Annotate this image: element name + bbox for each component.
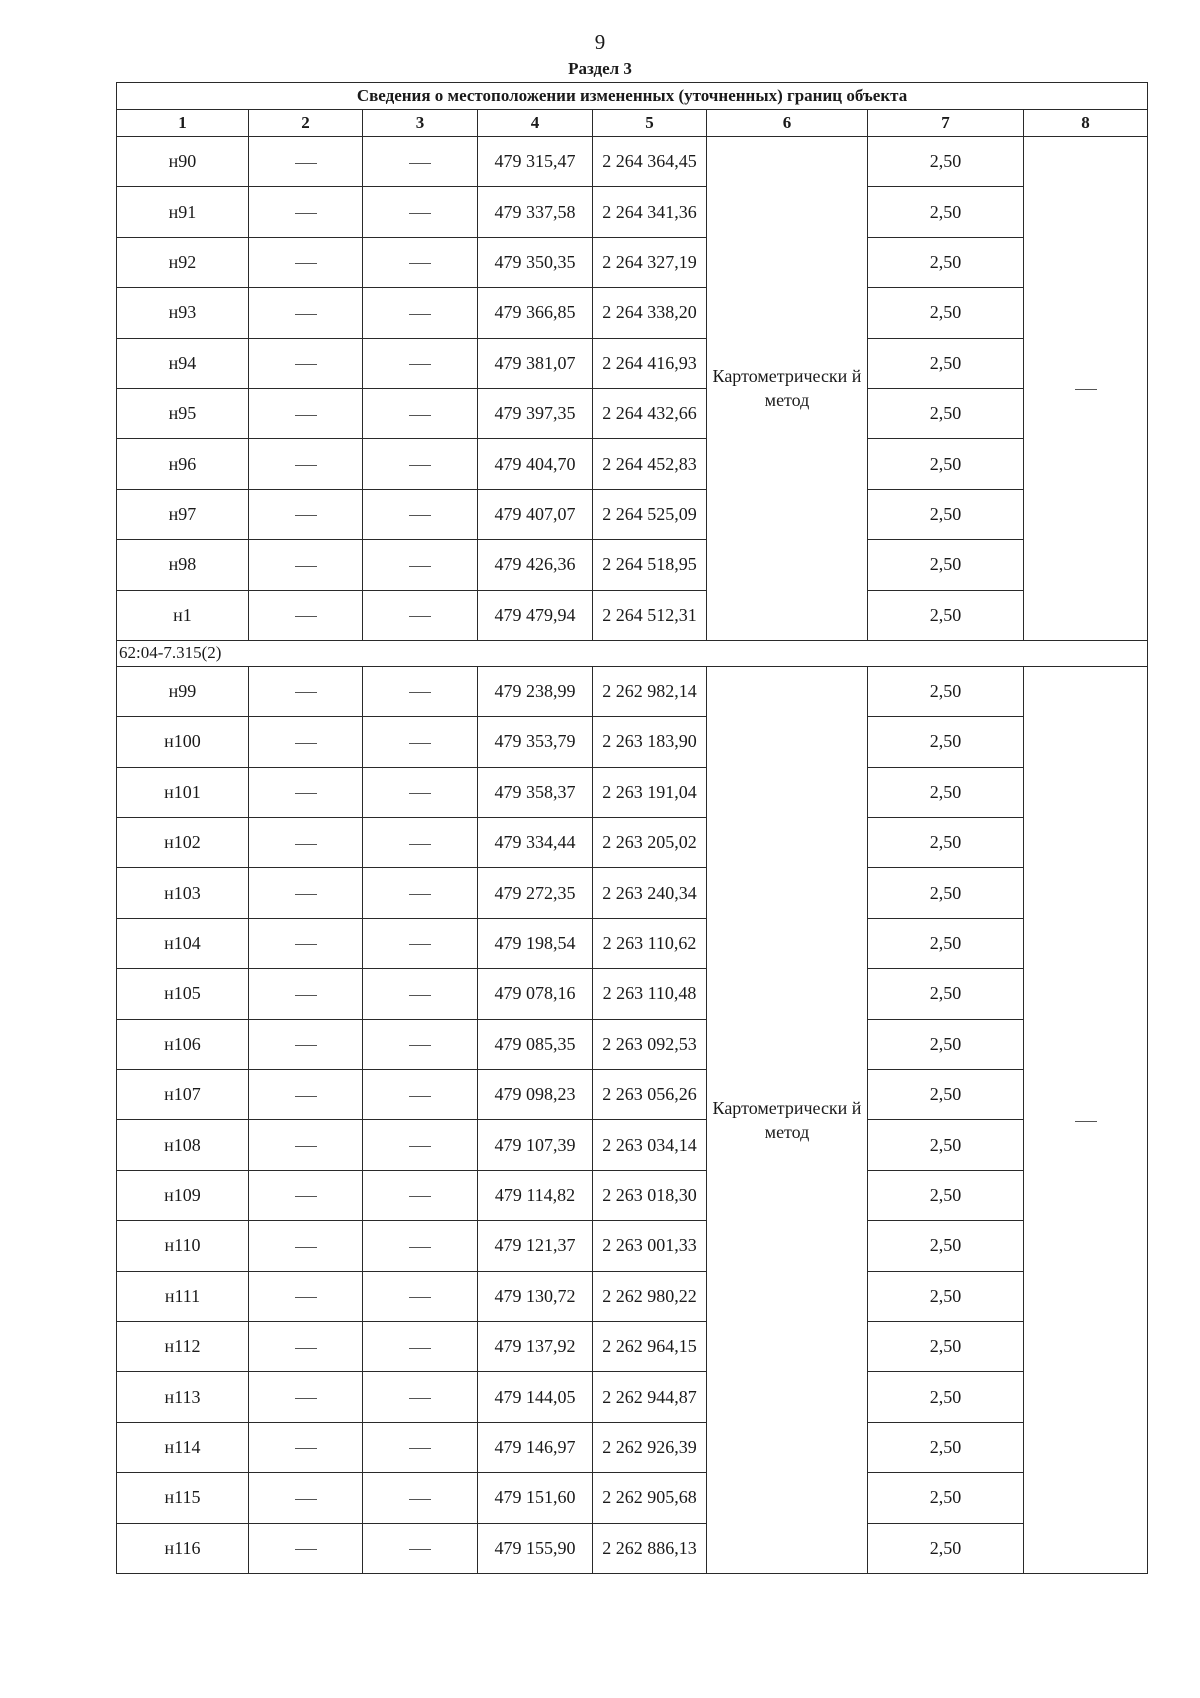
point-name-cell: н94 bbox=[117, 338, 249, 388]
accuracy-cell: 2,50 bbox=[868, 439, 1024, 489]
dash-mark bbox=[295, 1499, 317, 1500]
table-row bbox=[117, 868, 1148, 918]
empty-value-cell bbox=[1024, 666, 1148, 1573]
accuracy-cell: 2,50 bbox=[868, 818, 1024, 868]
x-coordinate-cell: 479 337,58 bbox=[478, 187, 593, 237]
point-name-cell: н95 bbox=[117, 388, 249, 438]
point-name-cell: н91 bbox=[117, 187, 249, 237]
dash-mark bbox=[295, 793, 317, 794]
empty-value-cell bbox=[363, 388, 478, 438]
empty-value-cell bbox=[249, 137, 363, 187]
dash-mark bbox=[295, 692, 317, 693]
accuracy-cell: 2,50 bbox=[868, 969, 1024, 1019]
y-coordinate-cell: 2 264 512,31 bbox=[593, 590, 707, 640]
x-coordinate-cell: 479 479,94 bbox=[478, 590, 593, 640]
y-coordinate-cell: 2 264 432,66 bbox=[593, 388, 707, 438]
accuracy-cell: 2,50 bbox=[868, 1321, 1024, 1371]
dash-mark bbox=[295, 314, 317, 315]
dash-mark bbox=[409, 793, 431, 794]
dash-mark bbox=[409, 894, 431, 895]
dash-mark bbox=[295, 616, 317, 617]
empty-value-cell bbox=[363, 868, 478, 918]
empty-value-cell bbox=[249, 1523, 363, 1573]
accuracy-cell: 2,50 bbox=[868, 1221, 1024, 1271]
dash-mark bbox=[409, 1146, 431, 1147]
empty-value-cell bbox=[249, 187, 363, 237]
empty-value-cell bbox=[363, 1372, 478, 1422]
column-number: 4 bbox=[478, 110, 593, 137]
column-number: 8 bbox=[1024, 110, 1148, 137]
dash-mark bbox=[409, 415, 431, 416]
table-row bbox=[117, 1271, 1148, 1321]
empty-value-cell bbox=[363, 918, 478, 968]
dash-mark bbox=[409, 1247, 431, 1248]
y-coordinate-cell: 2 264 452,83 bbox=[593, 439, 707, 489]
empty-value-cell bbox=[249, 918, 363, 968]
x-coordinate-cell: 479 121,37 bbox=[478, 1221, 593, 1271]
dash-mark bbox=[295, 1247, 317, 1248]
empty-value-cell bbox=[249, 1271, 363, 1321]
empty-value-cell bbox=[363, 590, 478, 640]
page-number: 9 bbox=[594, 30, 606, 54]
empty-value-cell bbox=[249, 818, 363, 868]
table-row bbox=[117, 388, 1148, 438]
table-row bbox=[117, 338, 1148, 388]
empty-value-cell bbox=[363, 1120, 478, 1170]
empty-value-cell bbox=[249, 969, 363, 1019]
accuracy-cell: 2,50 bbox=[868, 1170, 1024, 1220]
x-coordinate-cell: 479 272,35 bbox=[478, 868, 593, 918]
point-name-cell: н1 bbox=[117, 590, 249, 640]
dash-mark bbox=[409, 163, 431, 164]
dash-mark bbox=[295, 1096, 317, 1097]
table-row bbox=[117, 1372, 1148, 1422]
empty-value-cell bbox=[363, 439, 478, 489]
accuracy-cell: 2,50 bbox=[868, 489, 1024, 539]
dash-mark bbox=[1075, 389, 1097, 390]
dash-mark bbox=[409, 364, 431, 365]
table-caption: Сведения о местоположении измененных (уточненных) границ объекта bbox=[117, 83, 1148, 110]
empty-value-cell bbox=[249, 717, 363, 767]
point-name-cell: н99 bbox=[117, 666, 249, 716]
x-coordinate-cell: 479 078,16 bbox=[478, 969, 593, 1019]
empty-value-cell bbox=[249, 540, 363, 590]
dash-mark bbox=[409, 692, 431, 693]
x-coordinate-cell: 479 107,39 bbox=[478, 1120, 593, 1170]
table-row bbox=[117, 590, 1148, 640]
accuracy-cell: 2,50 bbox=[868, 666, 1024, 716]
empty-value-cell bbox=[249, 237, 363, 287]
dash-mark bbox=[409, 995, 431, 996]
point-name-cell: н98 bbox=[117, 540, 249, 590]
point-name-cell: н109 bbox=[117, 1170, 249, 1220]
dash-mark bbox=[295, 1297, 317, 1298]
point-name-cell: н93 bbox=[117, 288, 249, 338]
x-coordinate-cell: 479 238,99 bbox=[478, 666, 593, 716]
x-coordinate-cell: 479 155,90 bbox=[478, 1523, 593, 1573]
empty-value-cell bbox=[363, 1271, 478, 1321]
method-cell: Картометрически й метод bbox=[707, 666, 868, 1573]
empty-value-cell bbox=[363, 818, 478, 868]
empty-value-cell bbox=[249, 288, 363, 338]
dash-mark bbox=[295, 163, 317, 164]
x-coordinate-cell: 479 144,05 bbox=[478, 1372, 593, 1422]
y-coordinate-cell: 2 263 110,62 bbox=[593, 918, 707, 968]
table-row bbox=[117, 1321, 1148, 1371]
accuracy-cell: 2,50 bbox=[868, 388, 1024, 438]
empty-value-cell bbox=[363, 1473, 478, 1523]
y-coordinate-cell: 2 264 518,95 bbox=[593, 540, 707, 590]
dash-mark bbox=[409, 566, 431, 567]
column-number: 6 bbox=[707, 110, 868, 137]
table-row bbox=[117, 918, 1148, 968]
x-coordinate-cell: 479 407,07 bbox=[478, 489, 593, 539]
y-coordinate-cell: 2 263 092,53 bbox=[593, 1019, 707, 1069]
empty-value-cell bbox=[249, 338, 363, 388]
point-name-cell: н104 bbox=[117, 918, 249, 968]
empty-value-cell bbox=[363, 969, 478, 1019]
column-number: 3 bbox=[363, 110, 478, 137]
y-coordinate-cell: 2 264 525,09 bbox=[593, 489, 707, 539]
x-coordinate-cell: 479 085,35 bbox=[478, 1019, 593, 1069]
table-row bbox=[117, 717, 1148, 767]
empty-value-cell bbox=[249, 767, 363, 817]
x-coordinate-cell: 479 353,79 bbox=[478, 717, 593, 767]
dash-mark bbox=[409, 1549, 431, 1550]
y-coordinate-cell: 2 263 183,90 bbox=[593, 717, 707, 767]
accuracy-cell: 2,50 bbox=[868, 187, 1024, 237]
dash-mark bbox=[295, 213, 317, 214]
point-name-cell: н90 bbox=[117, 137, 249, 187]
table-row bbox=[117, 187, 1148, 237]
point-name-cell: н100 bbox=[117, 717, 249, 767]
y-coordinate-cell: 2 263 018,30 bbox=[593, 1170, 707, 1220]
empty-value-cell bbox=[363, 1170, 478, 1220]
accuracy-cell: 2,50 bbox=[868, 717, 1024, 767]
table-row bbox=[117, 1523, 1148, 1573]
dash-mark bbox=[295, 1196, 317, 1197]
dash-mark bbox=[295, 515, 317, 516]
dash-mark bbox=[409, 743, 431, 744]
point-name-cell: н103 bbox=[117, 868, 249, 918]
empty-value-cell bbox=[363, 767, 478, 817]
x-coordinate-cell: 479 334,44 bbox=[478, 818, 593, 868]
table-row bbox=[117, 137, 1148, 187]
empty-value-cell bbox=[363, 1422, 478, 1472]
empty-value-cell bbox=[249, 1321, 363, 1371]
table-row bbox=[117, 1422, 1148, 1472]
x-coordinate-cell: 479 315,47 bbox=[478, 137, 593, 187]
dash-mark bbox=[295, 1398, 317, 1399]
point-name-cell: н106 bbox=[117, 1019, 249, 1069]
dash-mark bbox=[295, 364, 317, 365]
empty-value-cell bbox=[363, 1523, 478, 1573]
dash-mark bbox=[295, 944, 317, 945]
empty-value-cell bbox=[249, 388, 363, 438]
table-row bbox=[117, 439, 1148, 489]
x-coordinate-cell: 479 397,35 bbox=[478, 388, 593, 438]
dash-mark bbox=[295, 995, 317, 996]
dash-mark bbox=[409, 1045, 431, 1046]
y-coordinate-cell: 2 262 980,22 bbox=[593, 1271, 707, 1321]
y-coordinate-cell: 2 264 338,20 bbox=[593, 288, 707, 338]
empty-value-cell bbox=[363, 187, 478, 237]
y-coordinate-cell: 2 263 191,04 bbox=[593, 767, 707, 817]
y-coordinate-cell: 2 263 205,02 bbox=[593, 818, 707, 868]
accuracy-cell: 2,50 bbox=[868, 590, 1024, 640]
dash-mark bbox=[295, 465, 317, 466]
y-coordinate-cell: 2 264 341,36 bbox=[593, 187, 707, 237]
dash-mark bbox=[409, 263, 431, 264]
point-name-cell: н114 bbox=[117, 1422, 249, 1472]
dash-mark bbox=[409, 844, 431, 845]
empty-value-cell bbox=[249, 1070, 363, 1120]
point-name-cell: н110 bbox=[117, 1221, 249, 1271]
empty-value-cell bbox=[249, 1422, 363, 1472]
y-coordinate-cell: 2 264 416,93 bbox=[593, 338, 707, 388]
empty-value-cell bbox=[249, 1221, 363, 1271]
empty-value-cell bbox=[249, 666, 363, 716]
dash-mark bbox=[409, 314, 431, 315]
table-row bbox=[117, 1120, 1148, 1170]
dash-mark bbox=[295, 1348, 317, 1349]
point-name-cell: н107 bbox=[117, 1070, 249, 1120]
accuracy-cell: 2,50 bbox=[868, 1523, 1024, 1573]
dash-mark bbox=[295, 844, 317, 845]
dash-mark bbox=[295, 743, 317, 744]
dash-mark bbox=[409, 515, 431, 516]
empty-value-cell bbox=[363, 489, 478, 539]
point-name-cell: н101 bbox=[117, 767, 249, 817]
dash-mark bbox=[409, 616, 431, 617]
accuracy-cell: 2,50 bbox=[868, 137, 1024, 187]
empty-value-cell bbox=[363, 237, 478, 287]
point-name-cell: н113 bbox=[117, 1372, 249, 1422]
dash-mark bbox=[1075, 1121, 1097, 1122]
column-number: 5 bbox=[593, 110, 707, 137]
y-coordinate-cell: 2 263 001,33 bbox=[593, 1221, 707, 1271]
y-coordinate-cell: 2 262 886,13 bbox=[593, 1523, 707, 1573]
table-row bbox=[117, 767, 1148, 817]
dash-mark bbox=[409, 1348, 431, 1349]
y-coordinate-cell: 2 263 056,26 bbox=[593, 1070, 707, 1120]
table-row bbox=[117, 1070, 1148, 1120]
y-coordinate-cell: 2 263 034,14 bbox=[593, 1120, 707, 1170]
dash-mark bbox=[295, 415, 317, 416]
section-title: Раздел 3 bbox=[568, 59, 632, 78]
column-number: 7 bbox=[868, 110, 1024, 137]
point-name-cell: н102 bbox=[117, 818, 249, 868]
column-number: 1 bbox=[117, 110, 249, 137]
empty-value-cell bbox=[249, 1170, 363, 1220]
table-row bbox=[117, 489, 1148, 539]
method-cell: Картометрически й метод bbox=[707, 137, 868, 641]
accuracy-cell: 2,50 bbox=[868, 1271, 1024, 1321]
y-coordinate-cell: 2 264 364,45 bbox=[593, 137, 707, 187]
empty-value-cell bbox=[363, 717, 478, 767]
point-name-cell: н116 bbox=[117, 1523, 249, 1573]
y-coordinate-cell: 2 262 982,14 bbox=[593, 666, 707, 716]
table-row bbox=[117, 1221, 1148, 1271]
y-coordinate-cell: 2 262 926,39 bbox=[593, 1422, 707, 1472]
accuracy-cell: 2,50 bbox=[868, 1120, 1024, 1170]
accuracy-cell: 2,50 bbox=[868, 767, 1024, 817]
x-coordinate-cell: 479 146,97 bbox=[478, 1422, 593, 1472]
empty-value-cell bbox=[249, 1372, 363, 1422]
point-name-cell: н92 bbox=[117, 237, 249, 287]
x-coordinate-cell: 479 114,82 bbox=[478, 1170, 593, 1220]
y-coordinate-cell: 2 262 944,87 bbox=[593, 1372, 707, 1422]
accuracy-cell: 2,50 bbox=[868, 237, 1024, 287]
x-coordinate-cell: 479 358,37 bbox=[478, 767, 593, 817]
table-row bbox=[117, 1170, 1148, 1220]
point-name-cell: н108 bbox=[117, 1120, 249, 1170]
x-coordinate-cell: 479 366,85 bbox=[478, 288, 593, 338]
dash-mark bbox=[409, 465, 431, 466]
accuracy-cell: 2,50 bbox=[868, 1070, 1024, 1120]
dash-mark bbox=[409, 1297, 431, 1298]
empty-value-cell bbox=[363, 1070, 478, 1120]
empty-value-cell bbox=[363, 288, 478, 338]
y-coordinate-cell: 2 262 905,68 bbox=[593, 1473, 707, 1523]
accuracy-cell: 2,50 bbox=[868, 540, 1024, 590]
empty-value-cell bbox=[249, 439, 363, 489]
dash-mark bbox=[409, 944, 431, 945]
x-coordinate-cell: 479 404,70 bbox=[478, 439, 593, 489]
point-name-cell: н112 bbox=[117, 1321, 249, 1371]
table-row bbox=[117, 288, 1148, 338]
x-coordinate-cell: 479 098,23 bbox=[478, 1070, 593, 1120]
table-row bbox=[117, 818, 1148, 868]
accuracy-cell: 2,50 bbox=[868, 1019, 1024, 1069]
empty-value-cell bbox=[363, 137, 478, 187]
dash-mark bbox=[409, 1499, 431, 1500]
empty-value-cell bbox=[249, 1473, 363, 1523]
dash-mark bbox=[409, 1096, 431, 1097]
x-coordinate-cell: 479 137,92 bbox=[478, 1321, 593, 1371]
dash-mark bbox=[409, 1196, 431, 1197]
x-coordinate-cell: 479 426,36 bbox=[478, 540, 593, 590]
table-row bbox=[117, 666, 1148, 716]
dash-mark bbox=[295, 566, 317, 567]
dash-mark bbox=[295, 894, 317, 895]
table-row bbox=[117, 969, 1148, 1019]
dash-mark bbox=[409, 1448, 431, 1449]
point-name-cell: н111 bbox=[117, 1271, 249, 1321]
accuracy-cell: 2,50 bbox=[868, 338, 1024, 388]
y-coordinate-cell: 2 262 964,15 bbox=[593, 1321, 707, 1371]
empty-value-cell bbox=[249, 489, 363, 539]
dash-mark bbox=[295, 263, 317, 264]
dash-mark bbox=[409, 1398, 431, 1399]
table-row bbox=[117, 1473, 1148, 1523]
point-name-cell: н115 bbox=[117, 1473, 249, 1523]
point-name-cell: н97 bbox=[117, 489, 249, 539]
column-number: 2 bbox=[249, 110, 363, 137]
empty-value-cell bbox=[363, 1019, 478, 1069]
x-coordinate-cell: 479 130,72 bbox=[478, 1271, 593, 1321]
column-number-row bbox=[117, 110, 1148, 137]
empty-value-cell bbox=[363, 338, 478, 388]
accuracy-cell: 2,50 bbox=[868, 1473, 1024, 1523]
accuracy-cell: 2,50 bbox=[868, 1372, 1024, 1422]
table-row bbox=[117, 237, 1148, 287]
dash-mark bbox=[295, 1146, 317, 1147]
x-coordinate-cell: 479 198,54 bbox=[478, 918, 593, 968]
point-name-cell: н105 bbox=[117, 969, 249, 1019]
y-coordinate-cell: 2 263 240,34 bbox=[593, 868, 707, 918]
dash-mark bbox=[295, 1448, 317, 1449]
table-row bbox=[117, 1019, 1148, 1069]
accuracy-cell: 2,50 bbox=[868, 918, 1024, 968]
accuracy-cell: 2,50 bbox=[868, 288, 1024, 338]
empty-value-cell bbox=[363, 666, 478, 716]
dash-mark bbox=[295, 1549, 317, 1550]
accuracy-cell: 2,50 bbox=[868, 1422, 1024, 1472]
empty-value-cell bbox=[249, 1019, 363, 1069]
y-coordinate-cell: 2 263 110,48 bbox=[593, 969, 707, 1019]
empty-value-cell bbox=[249, 590, 363, 640]
point-name-cell: н96 bbox=[117, 439, 249, 489]
empty-value-cell bbox=[249, 1120, 363, 1170]
dash-mark bbox=[409, 213, 431, 214]
empty-value-cell bbox=[363, 1321, 478, 1371]
group-subheader: 62:04-7.315(2) bbox=[117, 640, 1148, 666]
y-coordinate-cell: 2 264 327,19 bbox=[593, 237, 707, 287]
x-coordinate-cell: 479 151,60 bbox=[478, 1473, 593, 1523]
x-coordinate-cell: 479 350,35 bbox=[478, 237, 593, 287]
dash-mark bbox=[295, 1045, 317, 1046]
boundary-points-table bbox=[116, 82, 1148, 1574]
empty-value-cell bbox=[363, 1221, 478, 1271]
empty-value-cell bbox=[363, 540, 478, 590]
table-row bbox=[117, 540, 1148, 590]
x-coordinate-cell: 479 381,07 bbox=[478, 338, 593, 388]
accuracy-cell: 2,50 bbox=[868, 868, 1024, 918]
empty-value-cell bbox=[1024, 137, 1148, 641]
empty-value-cell bbox=[249, 868, 363, 918]
